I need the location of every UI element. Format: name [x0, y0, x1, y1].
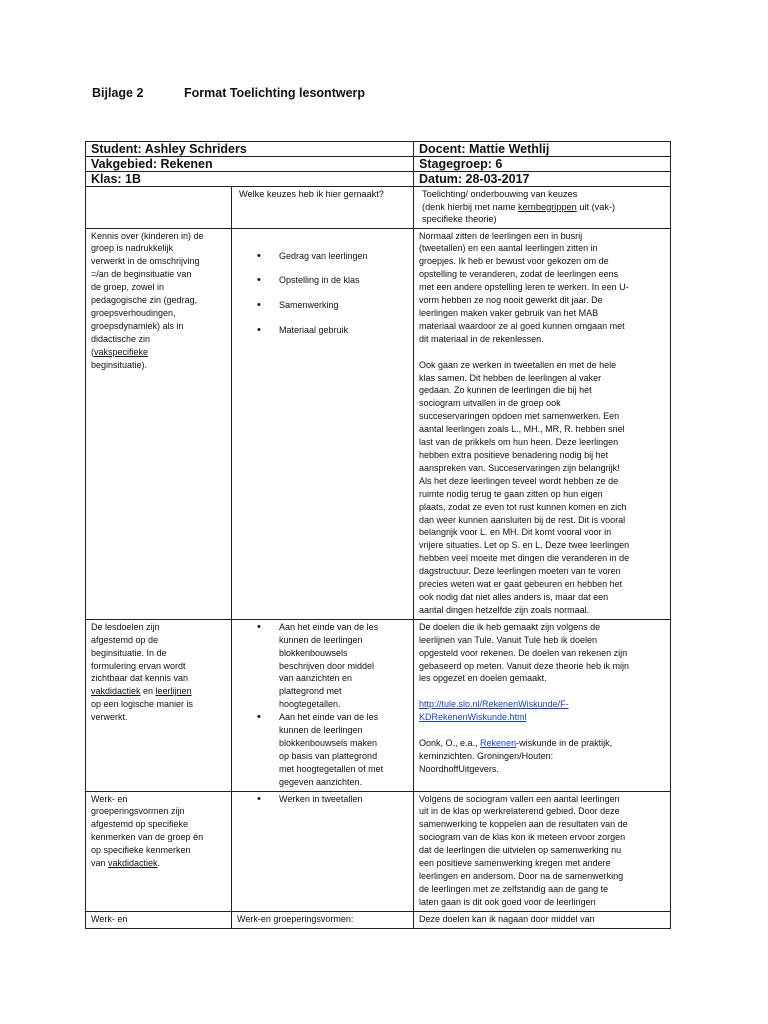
- text-line: groep is nadrukkelijk: [91, 243, 174, 254]
- list-item: • Samenwerking: [237, 299, 408, 312]
- text-line: =/an de beginsituatie van: [91, 269, 192, 280]
- tule-link-continued[interactable]: KDRekenenWiskunde.html: [419, 712, 527, 723]
- meta-row-1: [86, 142, 671, 157]
- underlined-term: vakspecifieke: [94, 346, 149, 357]
- column-header-row: [86, 187, 671, 229]
- student-cell: Student: Ashley Schriders: [86, 142, 414, 157]
- column-header-right: Toelichting/ onderbouwing van keuzes (denk hierbij met name kernbegrippen uit (vak-) specifieke theorie): [414, 187, 671, 229]
- explanation-werkvormen-2: Deze doelen kan ik nagaan door middel van: [414, 911, 671, 928]
- underlined-term: leerlijnen: [155, 686, 192, 697]
- column-header-middle: Welke keuzes heb ik hier gemaakt?: [232, 187, 414, 229]
- list-item: • Gedrag van leerlingen: [237, 250, 408, 263]
- table-row-werkvormen: [86, 791, 671, 911]
- text-line: groepsdynamiek) als in: [91, 320, 184, 331]
- choices-werkvormen: [232, 791, 414, 911]
- table-row-werkvormen-2: [86, 911, 671, 928]
- vakgebied-cell: Vakgebied: Rekenen: [86, 157, 414, 172]
- criterion-werkvormen: Werk- en groeperingsvormen zijn afgestemd op specifieke kenmerken van de groep én op specifieke kenmerken van vakdidactiek.: [86, 791, 232, 911]
- explanation-werkvormen: Volgens de sociogram vallen een aantal leerlingen uit in de klas op werkrelaterend gebied. Door deze samenwerking te koppelen aan de resultaten van de sociogram van de klas kon ik meteen ervoor zorgen dat de leerlingen die uitvielen op samenwerking nu een positieve samenwerking kregen met andere leerlingen en andersom. Door na de samenwerking de leerlingen met ze zelfstandig aan de gang te laten gaan is dit ook goed voor de leerlingen: [414, 791, 671, 911]
- choices-werkvormen-2: Werk-en groeperingsvormen:: [232, 911, 414, 928]
- explanation-lesdoelen: De doelen die ik heb gemaakt zijn volgens de leerlijnen van Tule. Vanuit Tule heb ik doelen opgesteld voor rekenen. De doelen van rekenen zijn gebaseerd op meten. Vanuit deze theorie heb ik mijn les opgezet en doelen gemaakt. http://tule.slo.nl/RekenenWiskunde/F- KDRekenenWiskunde.html Oonk, O., e.a., Rekenen-wiskunde in de praktijk, kerninzichten. Groningen/Houten: NoordhoffUitgevers.: [414, 619, 671, 791]
- text-line: pedagogische zin (gedrag,: [91, 295, 198, 306]
- text-line: de groep, zowel in: [91, 282, 165, 293]
- bijlage-label: Bijlage 2: [92, 86, 144, 100]
- underlined-term: vakdidactiek: [108, 858, 158, 869]
- datum-cell: Datum: 28-03-2017: [414, 172, 671, 187]
- rekenen-link[interactable]: Rekenen: [480, 738, 517, 749]
- table-row-beginsituatie: [86, 228, 671, 619]
- list-item: • Werken in tweetallen: [237, 793, 408, 806]
- text-line: beginsituatie).: [91, 359, 148, 370]
- criterion-werkvormen-2: Werk- en: [86, 911, 232, 928]
- list-item: • Aan het einde van de les kunnen de leerlingen blokkenbouwsels maken op basis van plattegrond met hoogtegetallen of met gegeven aanzichten.: [237, 711, 408, 788]
- column-header-left: [86, 187, 232, 229]
- table-row-lesdoelen: [86, 619, 671, 791]
- meta-row-2: [86, 157, 671, 172]
- choices-beginsituatie: [232, 228, 414, 619]
- lesson-explanation-table: [85, 141, 671, 929]
- criterion-lesdoelen: De lesdoelen zijn afgestemd op de beginsituatie. In de formulering ervan wordt zichtbaar dat kennis van vakdidactiek en leerlijnen op een logische manier is verwerkt.: [86, 619, 232, 791]
- list-item: • Opstelling in de klas: [237, 274, 408, 287]
- underlined-term: vakdidactiek: [91, 686, 141, 697]
- text-line: Kennis over (kinderen in) de: [91, 230, 204, 241]
- criterion-beginsituatie: Kennis over (kinderen in) de groep is nadrukkelijk verwerkt in de omschrijving =/an de beginsituatie van de groep, zowel in pedagogische zin (gedrag, groepsverhoudingen, groepsdynamiek) als in didactische zin (vakspecifieke beginsituatie).: [86, 228, 232, 619]
- text-line: didactische zin: [91, 333, 151, 344]
- format-title: Format Toelichting lesontwerp: [184, 86, 366, 100]
- stagegroep-cell: Stagegroep: 6: [414, 157, 671, 172]
- meta-row-3: [86, 172, 671, 187]
- text-line: groepsverhoudingen,: [91, 307, 176, 318]
- text-line: verwerkt in de omschrijving: [91, 256, 200, 267]
- explanation-beginsituatie: Normaal zitten de leerlingen een in busrij (tweetallen) en een aantal leerlingen zitten in groepjes. Ik heb er bewust voor gekozen om de opstelling te veranderen, zodat de leerlingen eens met een andere opstelling leren te werken. In een U- vorm hebben ze nog nooit gewerkt dit jaar. De leerlingen maken vaker gebruik van het MAB materiaal waardoor ze al goed kunnen omgaan met dit materiaal in de rekenlessen. Ook gaan ze werken in tweetallen en met de hele klas samen. Dit hebben de leerlingen al vaker gedaan. Zo kunnen de leerlingen die bij het sociogram uitvallen in de groep ook succeservaringen opdoen met samenwerken. Een aantal leerlingen zoals L., MH., MR, R. hebben snel last van de prikkels om hun heen. Deze leerlingen hebben extra positieve benadering nodig bij het aanspreken van. Succeservaringen zijn belangrijk! Als het deze leerlingen teveel wordt hebben ze de ruimte nodig terug te gaan zitten op hun eigen plaats, zodat ze even tot rust kunnen komen en zich dan weer kunnen aansluiten bij de rest. Dit is vooral belangrijk voor L. en MH. Dit komt vooral voor in vrijere situaties. Let op S. en L. Deze twee leerlingen hebben veel moeite met dingen die veranderen in de dagstructuur. Deze leerlingen moeten van te voren precies weten wat er gaat gebeuren en hebben het ook nodig dat niet alles anders is, maar dat een aantal dingen hetzelfde zijn zoals normaal.: [414, 228, 671, 619]
- list-item: • Materiaal gebruik: [237, 324, 408, 337]
- klas-cell: Klas: 1B: [86, 172, 414, 187]
- choices-lesdoelen: [232, 619, 414, 791]
- document-title: [92, 86, 365, 100]
- tule-link[interactable]: http://tule.slo.nl/RekenenWiskunde/F-: [419, 699, 569, 710]
- docent-cell: Docent: Mattie Wethlij: [414, 142, 671, 157]
- list-item: • Aan het einde van de les kunnen de leerlingen blokkenbouwsels beschrijven door middel van aanzichten en plattegrond met hoogtegetallen.: [237, 621, 408, 711]
